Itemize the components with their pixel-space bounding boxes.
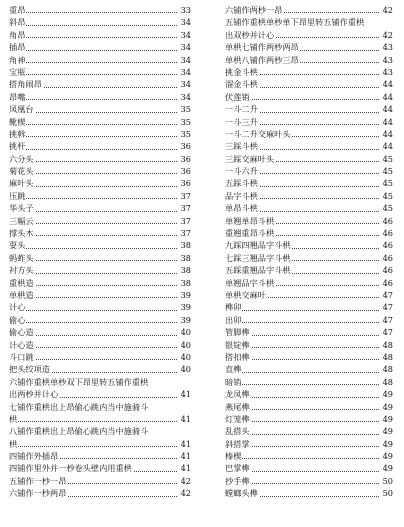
toc-entry: [9, 165, 191, 177]
toc-entry-title: 龙凤榫: [225, 389, 250, 400]
leader-dots: [9, 248, 177, 249]
toc-entry: [9, 91, 191, 103]
toc-entry-title: 靴楔: [9, 116, 26, 127]
toc-entry: [9, 103, 191, 115]
toc-entry: [9, 376, 191, 388]
toc-entry-page: 45: [382, 190, 393, 201]
toc-entry-title: 六分头: [9, 153, 34, 164]
toc-entry-title: 挑杆: [9, 141, 26, 152]
toc-entry: [9, 326, 191, 338]
toc-entry: [9, 301, 191, 313]
toc-entry-page: 49: [382, 451, 393, 462]
toc-entry-page: 41: [180, 438, 191, 449]
toc-entry-page: 42: [382, 5, 393, 15]
leader-dots: [9, 322, 177, 323]
leader-dots: [9, 99, 177, 100]
toc-entry: [9, 289, 191, 301]
toc-entry: [225, 438, 393, 450]
toc-entry-page: 41: [180, 413, 191, 424]
toc-entry: [9, 450, 191, 462]
toc-entry-title: 单昂斗栱: [225, 203, 258, 214]
toc-entry-page: 34: [180, 54, 191, 65]
toc-entry-title: 直榫: [225, 364, 242, 375]
toc-entry-title: 伏莲销: [225, 91, 250, 102]
toc-entry-page: 45: [382, 153, 393, 164]
toc-entry-page: 44: [382, 79, 393, 90]
toc-entry: [225, 103, 393, 115]
toc-entry-page: 38: [180, 252, 191, 263]
toc-entry: [225, 252, 393, 264]
toc-entry-page: 36: [180, 141, 191, 152]
toc-entry: [225, 54, 393, 66]
toc-entry-page: 47: [382, 327, 393, 338]
toc-entry: [9, 41, 191, 53]
toc-entry-page: 43: [382, 66, 393, 77]
toc-entry-page: 49: [382, 438, 393, 449]
toc-entry: [225, 239, 393, 251]
toc-entry-title: 偷心: [9, 314, 26, 325]
toc-entry-page: 49: [382, 389, 393, 400]
toc-entry-title: 宝瓶: [9, 66, 26, 77]
toc-entry: [9, 4, 191, 16]
toc-entry-title: 四铺作外插昂: [9, 451, 59, 462]
toc-entry: [9, 215, 191, 227]
toc-entry-page: 33: [180, 5, 191, 15]
toc-entry: [225, 425, 393, 437]
toc-entry: [9, 277, 191, 289]
toc-entry-page: 48: [382, 339, 393, 350]
toc-entry-title: 偷心造: [9, 327, 34, 338]
toc-entry: [9, 116, 191, 128]
toc-entry-page: 49: [382, 463, 393, 474]
toc-entry-page: 47: [382, 302, 393, 313]
leader-dots: [9, 50, 177, 51]
toc-entry: [225, 215, 393, 227]
toc-entry-title: 压跳: [9, 190, 26, 201]
toc-entry-page: 37: [180, 203, 191, 214]
toc-right-column: [225, 4, 393, 500]
toc-entry-title: 计心造: [9, 339, 34, 350]
toc-entry: [9, 153, 191, 165]
toc-entry: [225, 413, 393, 425]
toc-entry-title: 榛楔: [225, 451, 242, 462]
toc-entry-title: 出两杪并计心: [9, 389, 59, 400]
toc-entry-page: 45: [382, 203, 393, 214]
toc-entry-title: 搭扣榫: [225, 351, 250, 362]
toc-entry-page: 42: [180, 488, 191, 499]
toc-entry: [9, 388, 191, 400]
toc-entry-page: 48: [382, 364, 393, 375]
toc-entry-title: 银锭榫: [225, 339, 250, 350]
leader-dots: [9, 25, 177, 26]
toc-entry: [9, 264, 191, 276]
toc-entry: [9, 202, 191, 214]
leader-dots: [9, 12, 177, 13]
toc-entry-title: 抄手榫: [225, 475, 250, 486]
toc-entry-page: 37: [180, 215, 191, 226]
toc-entry: [9, 252, 191, 264]
toc-entry-title: 单栱造: [9, 289, 34, 300]
toc-entry-title: 七踩三翘品字斗栱: [225, 252, 291, 263]
toc-entry: [9, 16, 191, 28]
toc-entry: [9, 339, 191, 351]
toc-entry-page: 42: [180, 475, 191, 486]
toc-entry: [225, 41, 393, 53]
toc-entry-title: 重翘重昂斗栱: [225, 228, 275, 239]
toc-entry-page: 46: [382, 252, 393, 263]
toc-entry-title: 燕尾榫: [225, 401, 250, 412]
toc-entry-title: 插昂: [9, 42, 26, 53]
toc-entry: [225, 78, 393, 90]
toc-entry-page: 43: [382, 42, 393, 53]
toc-entry-title: 出双杪并计心: [225, 29, 275, 40]
toc-entry-title: 六铺作两杪一昂: [225, 5, 283, 15]
toc-entry: [225, 264, 393, 276]
toc-entry: [9, 78, 191, 90]
toc-entry-title: 七铺作重栱出上昂偷心跳内当中施骑斗: [9, 401, 149, 412]
toc-entry-page: 40: [180, 339, 191, 350]
toc-entry-page: 43: [382, 54, 393, 65]
toc-entry-page: 35: [180, 128, 191, 139]
toc-entry: [9, 462, 191, 474]
toc-entry-page: 39: [180, 314, 191, 325]
toc-entry: [9, 351, 191, 363]
toc-entry-title: 溜金斗栱: [225, 79, 258, 90]
toc-entry: [225, 202, 393, 214]
toc-entry-page: 41: [180, 451, 191, 462]
leader-dots: [9, 62, 177, 63]
leader-dots: [9, 421, 177, 422]
toc-entry-title: 一斗三升: [225, 116, 258, 127]
toc-entry: [225, 4, 393, 16]
toc-entry-page: 41: [180, 463, 191, 474]
toc-entry: [225, 140, 393, 152]
toc-entry-title: 衬方头: [9, 265, 34, 276]
toc-entry: [225, 91, 393, 103]
toc-entry-page: 39: [180, 302, 191, 313]
toc-entry: [225, 401, 393, 413]
toc-entry-title: 九踩四翘品字斗栱: [225, 240, 291, 251]
toc-entry-page: 38: [180, 277, 191, 288]
toc-entry: [9, 66, 191, 78]
toc-entry-title: 栱: [9, 413, 18, 424]
toc-entry-title: 灯笼榫: [225, 413, 250, 424]
leader-dots: [9, 74, 177, 75]
toc-entry-page: 44: [382, 128, 393, 139]
toc-entry-page: 35: [180, 104, 191, 115]
toc-entry-title: 昂嘴: [9, 91, 26, 102]
toc-entry-page: 48: [382, 351, 393, 362]
toc-entry-title: 栱: [9, 438, 18, 449]
toc-entry-page: 36: [180, 153, 191, 164]
toc-entry: [225, 116, 393, 128]
toc-entry-title: 重栱造: [9, 277, 34, 288]
toc-entry-title: 斜搭掌: [225, 438, 250, 449]
toc-entry: [9, 54, 191, 66]
toc-entry-page: 44: [382, 104, 393, 115]
toc-entry: [225, 227, 393, 239]
toc-entry-page: 40: [180, 351, 191, 362]
toc-entry-page: 45: [382, 178, 393, 189]
toc-entry: [225, 177, 393, 189]
toc-entry-title: 单栱七铺作两杪两昂: [225, 42, 299, 53]
toc-entry-title: 四铺作里外并一杪卷头壁内用重栱: [9, 463, 132, 474]
toc-entry-title: 巴掌榫: [225, 463, 250, 474]
toc-entry-title: 五踩重翘品字斗栱: [225, 265, 291, 276]
toc-entry-title: 挑金斗栱: [225, 66, 258, 77]
toc-entry-page: 35: [180, 116, 191, 127]
toc-entry-page: 49: [382, 426, 393, 437]
toc-entry-page: 48: [382, 376, 393, 387]
toc-entry-title: 挑斡: [9, 128, 26, 139]
toc-entry: [9, 401, 191, 413]
toc-entry: [225, 339, 393, 351]
toc-entry: [9, 140, 191, 152]
toc-entry-page: 50: [382, 488, 393, 499]
leader-dots: [225, 372, 379, 373]
leader-dots: [9, 198, 177, 199]
toc-entry: [9, 239, 191, 251]
toc-entry-title: 计心: [9, 302, 26, 313]
toc-entry-title: 把头绞项造: [9, 364, 50, 375]
toc-entry-title: 榫卯: [225, 302, 242, 313]
toc-entry-title: 三踩斗栱: [225, 141, 258, 152]
leader-dots: [225, 458, 379, 459]
toc-entry-title: 斗口跳: [9, 351, 34, 362]
toc-entry-page: 34: [180, 66, 191, 77]
toc-entry-title: 六铺作重栱单杪双下昂里转五铺作重栱: [9, 376, 149, 387]
toc-entry-page: 40: [180, 364, 191, 375]
toc-entry-page: 47: [382, 289, 393, 300]
toc-entry: [9, 438, 191, 450]
toc-entry-title: 角神: [9, 54, 26, 65]
toc-entry-page: 36: [180, 178, 191, 189]
toc-entry: [225, 462, 393, 474]
leader-dots: [9, 446, 177, 447]
leader-dots: [225, 322, 379, 323]
toc-entry-page: 40: [180, 327, 191, 338]
toc-entry-title: 出卯: [225, 314, 242, 325]
toc-entry-page: 46: [382, 265, 393, 276]
leader-dots: [225, 384, 379, 385]
leader-dots: [9, 136, 177, 137]
toc-entry: [9, 29, 191, 41]
toc-entry-page: 34: [180, 17, 191, 28]
toc-entry-page: 44: [382, 91, 393, 102]
toc-entry-title: 单栱交麻叶: [225, 289, 266, 300]
toc-entry-page: 36: [180, 166, 191, 177]
toc-entry-title: 品字斗栱: [225, 190, 258, 201]
toc-entry-page: 34: [180, 91, 191, 102]
toc-entry-page: 46: [382, 240, 393, 251]
toc-entry-title: 斜昂: [9, 17, 26, 28]
toc-entry-page: 49: [382, 413, 393, 424]
toc-entry-title: 一斗二升交麻叶头: [225, 128, 291, 139]
toc-entry-page: 42: [382, 29, 393, 40]
toc-entry: [225, 314, 393, 326]
toc-entry: [225, 16, 393, 28]
toc-entry: [9, 314, 191, 326]
toc-entry: [225, 475, 393, 487]
toc-entry-page: 49: [382, 401, 393, 412]
toc-entry-title: 一斗二升: [225, 104, 258, 115]
toc-entry-page: 46: [382, 215, 393, 226]
toc-entry-title: 搭角闹昂: [9, 79, 42, 90]
toc-entry: [225, 190, 393, 202]
toc-entry: [9, 475, 191, 487]
leader-dots: [9, 149, 177, 150]
toc-entry: [225, 301, 393, 313]
toc-entry-title: 管脚榫: [225, 327, 250, 338]
toc-entry-title: 一斗六升: [225, 166, 258, 177]
toc-entry-page: 34: [180, 42, 191, 53]
toc-entry-title: 乱搭头: [225, 426, 250, 437]
toc-entry-title: 单翘品字斗栱: [225, 277, 275, 288]
toc-entry-page: 47: [382, 314, 393, 325]
toc-entry: [225, 289, 393, 301]
toc-entry-title: 三幅云: [9, 215, 34, 226]
toc-entry: [225, 351, 393, 363]
toc-entry-page: 39: [180, 289, 191, 300]
toc-entry-title: 螳螂头榫: [225, 488, 258, 499]
toc-entry-title: 三踩交麻叶头: [225, 153, 275, 164]
toc-entry: [9, 425, 191, 437]
toc-entry-page: 38: [180, 240, 191, 251]
toc-entry: [225, 376, 393, 388]
toc-entry: [9, 413, 191, 425]
toc-entry-page: 44: [382, 141, 393, 152]
toc-left-column: [9, 4, 191, 500]
toc-entry: [225, 388, 393, 400]
toc-entry-page: 46: [382, 228, 393, 239]
toc-entry-title: 单翘单昂斗栱: [225, 215, 275, 226]
toc-entry: [225, 66, 393, 78]
toc-entry-title: 华头子: [9, 203, 34, 214]
toc-entry-page: 46: [382, 277, 393, 288]
toc-entry-title: 撑头木: [9, 228, 34, 239]
toc-entry-page: 37: [180, 190, 191, 201]
toc-entry-title: 八铺作重栱出上昂偷心跳内当中施骑斗: [9, 426, 149, 437]
toc-entry: [9, 363, 191, 375]
leader-dots: [9, 37, 177, 38]
toc-entry-page: 38: [180, 265, 191, 276]
toc-entry: [225, 128, 393, 140]
toc-entry: [225, 165, 393, 177]
toc-entry-page: 41: [180, 389, 191, 400]
toc-entry-title: 蚂蚱头: [9, 252, 34, 263]
toc-entry: [225, 450, 393, 462]
toc-entry: [9, 227, 191, 239]
leader-dots: [9, 310, 177, 311]
toc-entry-page: 44: [382, 116, 393, 127]
toc-entry-page: 37: [180, 228, 191, 239]
leader-dots: [225, 310, 379, 311]
toc-entry: [225, 326, 393, 338]
toc-entry: [225, 277, 393, 289]
toc-entry-title: 五踩斗栱: [225, 178, 258, 189]
toc-entry: [9, 177, 191, 189]
toc-entry-title: 角昂: [9, 29, 26, 40]
toc-entry-title: 暗销: [225, 376, 242, 387]
toc-entry: [225, 363, 393, 375]
toc-entry-page: 50: [382, 475, 393, 486]
toc-entry: [225, 487, 393, 499]
toc-entry-title: 凤凰台: [9, 104, 34, 115]
toc-entry: [225, 153, 393, 165]
toc-entry: [9, 487, 191, 499]
toc-entry-title: 五铺作一杪一昂: [9, 475, 67, 486]
toc-entry-page: 34: [180, 29, 191, 40]
toc-entry: [9, 190, 191, 202]
toc-entry-title: 单栱八铺作两杪三昂: [225, 54, 299, 65]
toc-entry-title: 菊花头: [9, 166, 34, 177]
toc-entry-title: 六铺作一杪两昂: [9, 488, 67, 499]
toc-entry-page: 45: [382, 166, 393, 177]
toc-entry: [9, 128, 191, 140]
toc-entry-page: 34: [180, 79, 191, 90]
toc-entry-title: 耍头: [9, 240, 26, 251]
leader-dots: [9, 124, 177, 125]
toc-entry-title: 五铺作重栱单杪单下昂里转五铺作重栱: [225, 17, 365, 28]
toc-entry-title: 麻叶头: [9, 178, 34, 189]
toc-entry-title: 重昂: [9, 5, 26, 15]
toc-entry: [225, 29, 393, 41]
